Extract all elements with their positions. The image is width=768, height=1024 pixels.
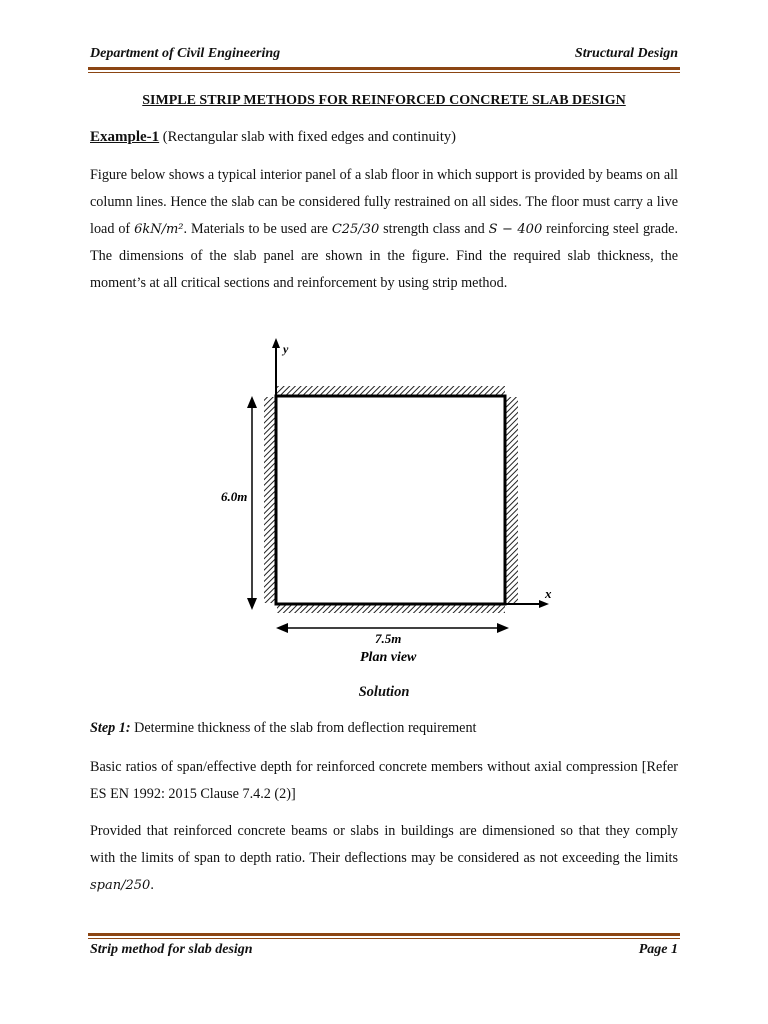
example-label: Example-1 [90,129,160,145]
step-1 [90,720,477,737]
intro-paragraph [90,162,678,297]
height-arrow-top [247,396,257,408]
steel-grade: S − 400 [488,222,543,237]
header-rule-thin [88,72,680,73]
slab-panel [276,396,505,604]
width-arrow-left [276,623,288,633]
intro-text-2: . Materials to be used are [183,221,332,237]
footer-title: Strip method for slab design [90,942,253,957]
footer-rule [88,933,680,936]
concrete-class: C25/30 [331,222,380,237]
figure-caption: Plan view [360,650,417,665]
width-label: 7.5m [375,631,402,646]
header-department: Department of Civil Engineering [90,46,281,61]
solution-heading: Solution [358,684,410,700]
height-arrow-bottom [247,598,257,610]
step-1-label: Step 1: [90,720,131,736]
x-axis-label: x [545,586,552,601]
page-title: SIMPLE STRIP METHODS FOR REINFORCED CONCRETE SLAB DESIGN [142,93,626,108]
header-subject: Structural Design [574,46,678,61]
deflection-limit: span/250 [90,878,151,893]
y-axis-arrow [272,338,280,348]
live-load-value: 6kN/m² [134,222,184,237]
width-arrow-right [497,623,509,633]
slab-drawing [0,330,768,675]
x-axis-arrow [539,600,549,608]
header-rule [88,67,680,70]
intro-text-3: strength class and [379,221,489,237]
page-number: Page 1 [638,942,678,957]
example-heading [90,129,456,146]
basic-ratios-paragraph: Basic ratios of span/effective depth for reinforced concrete members without axial compression [Refer ES EN 1992: 2015 Clause 7.4.2 (2)] [90,759,678,802]
page-header [90,46,678,62]
intro-text-4: reinforcing steel grade. The dimensions of the slab panel are shown in the figure. Find the required slab thickness, the moment’s at all critical sections and reinforcement by using strip method. [90,221,679,291]
right-fixed-support [506,397,518,603]
page-footer [90,942,678,958]
left-fixed-support [264,397,275,603]
height-label: 6.0m [221,489,248,504]
provided-paragraph [90,818,678,899]
plan-view-figure [0,330,768,675]
example-subtitle: (Rectangular slab with fixed edges and continuity) [162,129,456,145]
y-axis-label: y [283,342,289,356]
provided-text: Provided that reinforced concrete beams or slabs in buildings are dimensioned so that they comply with the limits of span to depth ratio. Their deflections may be considered as not exceeding the limits [90,823,678,866]
provided-end: . [150,877,154,893]
footer-rule-thin [88,938,680,939]
intro-text-1: Figure below shows a typical interior panel of a slab floor in which support is provided by beams on all column lines. Hence the slab can be considered fully restrained on all sides. The floor must carry a live load of [90,167,678,237]
step-1-text: Determine thickness of the slab from deflection requirement [130,720,477,736]
